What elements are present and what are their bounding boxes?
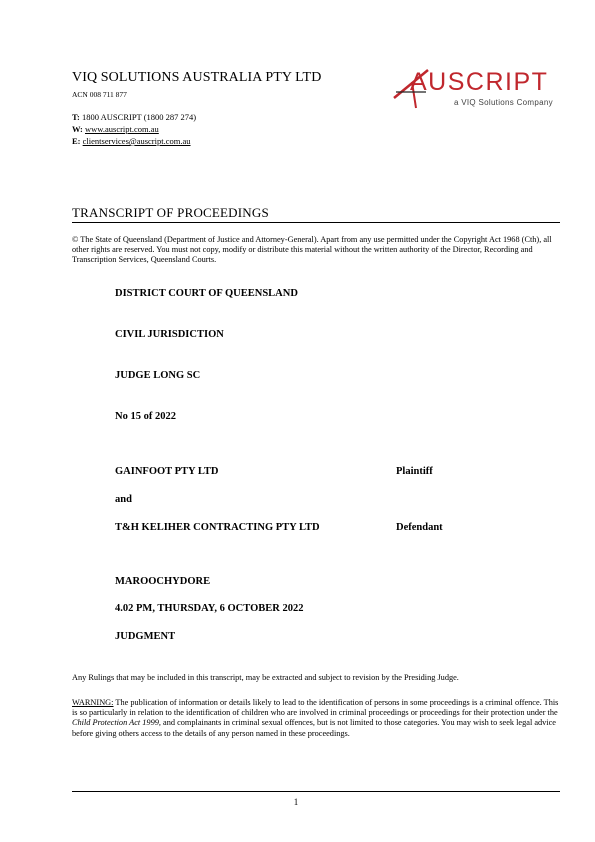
document-title: TRANSCRIPT OF PROCEEDINGS bbox=[72, 205, 269, 220]
defendant-name: T&H KELIHER CONTRACTING PTY LTD bbox=[115, 522, 320, 533]
plaintiff-name: GAINFOOT PTY LTD bbox=[115, 466, 219, 477]
hearing-datetime: 4.02 PM, THURSDAY, 6 OCTOBER 2022 bbox=[115, 603, 304, 614]
case-number: No 15 of 2022 bbox=[115, 411, 176, 422]
phone-value: 1800 AUSCRIPT (1800 287 274) bbox=[82, 112, 197, 122]
warning-text-before: The publication of information or details likely to lead to the identification of persons in some proceedings is a criminal offence. This is so particularly in relation to the identification of children who are involved in criminal proceedings or proceedings for their protection under the bbox=[72, 698, 559, 718]
page-number: 1 bbox=[293, 797, 299, 807]
web-link[interactable]: www.auscript.com.au bbox=[85, 124, 159, 134]
company-name: VIQ SOLUTIONS AUSTRALIA PTY LTD bbox=[72, 70, 322, 85]
warning-label: WARNING: bbox=[72, 698, 114, 707]
contact-phone bbox=[72, 112, 196, 122]
auscript-logo bbox=[392, 68, 567, 114]
email-link[interactable]: clientservices@auscript.com.au bbox=[82, 136, 191, 146]
judge-name: JUDGE LONG SC bbox=[115, 370, 201, 381]
title-divider bbox=[72, 222, 560, 223]
contact-web bbox=[72, 124, 159, 134]
plaintiff-role: Plaintiff bbox=[396, 466, 433, 477]
defendant-role: Defendant bbox=[396, 522, 443, 533]
phone-label: T: bbox=[72, 112, 80, 122]
party-conjunction: and bbox=[115, 494, 132, 505]
email-label: E: bbox=[72, 136, 81, 146]
logo-wordmark: AUSCRIPT bbox=[410, 68, 549, 96]
warning-text-after: , and complainants in criminal sexual offences, but is not limited to those categories. You may wish to seek legal advice before giving others access to the details of any person named in these proceedings. bbox=[72, 718, 556, 738]
document-type: JUDGMENT bbox=[115, 631, 176, 642]
copyright-notice: © The State of Queensland (Department of Justice and Attorney-General). Apart from any use permitted under the Copyright Act 1968 (Cth), all other rights are reserved. You must not copy, modify or distribute this material without the written authority of the Director, Recording and Transcription Services, Queensland Courts. bbox=[72, 235, 552, 264]
court-location: MAROOCHYDORE bbox=[115, 576, 211, 587]
warning-act-name: Child Protection Act 1999 bbox=[72, 718, 159, 728]
acn-number: ACN 008 711 877 bbox=[72, 90, 127, 99]
footer-divider bbox=[72, 791, 560, 792]
contact-email bbox=[72, 136, 191, 146]
logo-tagline: a VIQ Solutions Company bbox=[454, 98, 553, 107]
rulings-note: Any Rulings that may be included in this transcript, may be extracted and subject to revision by the Presiding Judge. bbox=[72, 673, 459, 682]
jurisdiction: CIVIL JURISDICTION bbox=[115, 329, 224, 340]
court-name: DISTRICT COURT OF QUEENSLAND bbox=[115, 288, 298, 299]
warning-notice bbox=[72, 698, 560, 739]
web-label: W: bbox=[72, 124, 83, 134]
